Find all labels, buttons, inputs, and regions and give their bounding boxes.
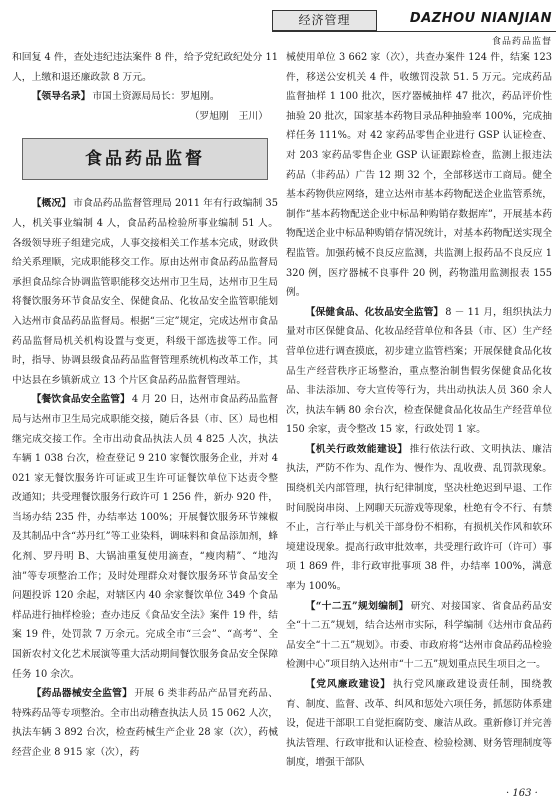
yearbook-title: DAZHOU NIANJIAN <box>409 11 552 26</box>
cosmetic-text: 8 － 11 月，组织执法力量对市区保健食品、化妆品经营单位和各县（市、区）生产经营单位进行调查摸底，初步建立监管档案；开展保健食品化妆品生产经营秩序正场整治，重点整治制售假劣保健食品化妆品、非法添加、夸大宣传等行为，共出动执法人员 360 余人次，执法车辆 80 余台次，检查保健食品化妆品生产经营单位 150 余家，责令整改 15 家，行政处罚 1 家。 <box>286 306 553 436</box>
page-number: · 163 · <box>506 788 538 799</box>
paragraph-device-continued: 械使用单位 3 662 家（次），共查办案件 124 件，结案 123 件，移送公安机关 4 件，收缴罚没款 51. 5 万元。完成药品监督抽样 1 100 批次，医疗器械抽样 47 批次，药品评价性抽验 20 批次，国家基本药物目录品种抽验率 100%，完成抽样任务 111%。对 42 家药品零售企业进行 GSP 认证检查、对 203 家药品零售企业 GSP 认证跟踪检查，监测上报违法药品（非药品）广告 12 期 32 个，全部移送市工商局。健全基本药物供应网络，建立达州市基本药物配送企业监管系统，制作“基本药物配送企业中标品种购销存数据库”，开展基本药物配送企业中标品种购销存情况统计，对基本药物配送实现全程监管。加强药械不良反应监测，共监测上报药品不良反应 1 320 例，医疗器械不良事件 20 例，药物滥用监测报表 155 例。 <box>286 52 552 299</box>
catering-text: 4 月 20 日，达州市食品药品监督局与达州市卫生局完成职能交接，随后各县（市、区）局也相继完成交接工作。全市出动食品执法人员 4 825 人次，执法车辆 1 038 台次，检查登记 9 210 家餐饮服务企业，并对 4 021 家无餐饮服务许可证或卫生许可证餐饮单位下达责令整改通知；共受理餐饮服务行政许可 1 256 件，新办 920 件，当场办结 235 件，办结率达 100%；开展餐饮服务环节辣椒及其制品中含“苏丹红”等工业染料，调味料和食品添加剂，蜂化剂、罗丹明 B、大锅油重复使用滴查，“瘦肉精”、“地沟油”等专项整治工作；及时处理群众对餐饮服务环节食品安全问题投诉 120 余起，对辖区内 40 余家餐饮单位 349 个食品样品进行抽样检验；查办违反《食品安全法》案件 19 件，结案 19 件，处罚款 7 万余元。完成全市“三会”、“高考”、全国新农村文化艺术展演等重大活动期间餐饮服务食品安全保障任务 10 余次。 <box>12 394 279 680</box>
device-text: 开展 6 类非药品产品冒充药品、特殊药品等专项整治。全市出动稽查执法人员 15 062 人次，执法车辆 3 892 台次，检查药械生产企业 28 家（次），药械经营企业 8 915 家（次），药 <box>12 688 279 758</box>
tag-party: 【党风廉政建设】 <box>305 679 391 690</box>
overview-text: 市食品药品监督管理局 2011 年有行政编制 35 人，机关事业编制 4 人，食品药品检验所事业编制 51 人。各级领导班子组建完成，人事交接相关工作基本完成，财政供给关系理顺，完成职能移交工作。原由达州市食品药品监督局承担食品综合协调监管职能移交达州市卫生局，达州市卫生局将餐饮服务环节食品安全、保健食品、化妆品安全监管职能划入达州市食品药品监督局。根据“三定”规定，完成达州市食品药品监督局机关机构设置与变更，科级干部选拔等工作。同时，指导、协调县级食品药品监督管理系统机构改革工作，其中达县在乡镇新成立 13 个片区食品药品监督管理站。 <box>12 198 279 386</box>
header-subtitle: 食品药品监督 <box>491 37 552 47</box>
plan-text: 研究、对接国家、省食品药品安全“十二五”规划，结合达州市实际，科学编制《达州市食品药品安全“十二五”规划》。市委、市政府将“达州市食品药品检验检测中心”项目纳入达州市“十二五”规划重点民生项目之一。 <box>286 600 552 671</box>
paragraph-party <box>286 675 552 773</box>
efficiency-text: 推行依法行政、文明执法、廉洁执法，严防不作为、乱作为、慢作为、乱收费、乱罚款现象。围绕机关内部管理，执行纪律制度，坚决杜绝迟到早退、工作时间脱岗串岗、上网聊天玩游戏等现象，杜绝有令不行、有禁不止，言行举止与机关干部身份不相称，有损机关作风和软环境建设现象。提高行政审批效率，共受理行政许可（许可）事项 1 869 件，非行政审批事项 38 件，办结率 100%，满意率为 100%。 <box>286 443 553 593</box>
leader-list <box>12 87 278 107</box>
paragraph-plan <box>286 597 552 675</box>
header-divider <box>272 31 556 32</box>
tag-efficiency: 【机关行政效能建设】 <box>305 443 408 455</box>
paragraph-overview <box>12 194 278 390</box>
tag-cosmetic: 【保健食品、化妆品安全监管】 <box>305 306 444 318</box>
tag-device: 【药品器械安全监管】 <box>31 688 133 700</box>
party-text: 执行党风廉政建设责任制，围绕教育、制度、监督、改革、纠风和惩处六项任务，抓惩防体系建设，促进干部职工自觉拒腐防变、廉洁从政。重新修订并完善执法管理、行政审批和认证检查、检验检测、财务管理制度等制度，增强干部队 <box>286 679 552 769</box>
tag-plan: 【“十二五”规划编制】 <box>305 600 409 612</box>
leader-text: 市国土资源局局长：罗旭刚。 <box>92 91 220 103</box>
tag-catering: 【餐饮食品安全监管】 <box>31 394 130 406</box>
paragraph-catering <box>12 390 278 684</box>
section-heading: 食品药品监督 <box>22 138 268 180</box>
paragraph-efficiency <box>286 440 552 597</box>
paragraph-cosmetic <box>286 303 552 440</box>
header-section-label: 经济管理 <box>272 10 377 31</box>
tag-overview: 【概况】 <box>31 198 72 210</box>
left-column <box>12 48 278 763</box>
paragraph-device <box>12 684 278 762</box>
author-signature: （罗旭刚 王川） <box>189 110 268 122</box>
tag-leader: 【领导名录】 <box>31 91 91 103</box>
paragraph-continuation: 和回复 4 件，查处违纪违法案件 8 件，给予党纪政纪处分 11 人，上缴和退还廉政款 8 万元。 <box>12 52 278 83</box>
right-column <box>286 48 552 773</box>
